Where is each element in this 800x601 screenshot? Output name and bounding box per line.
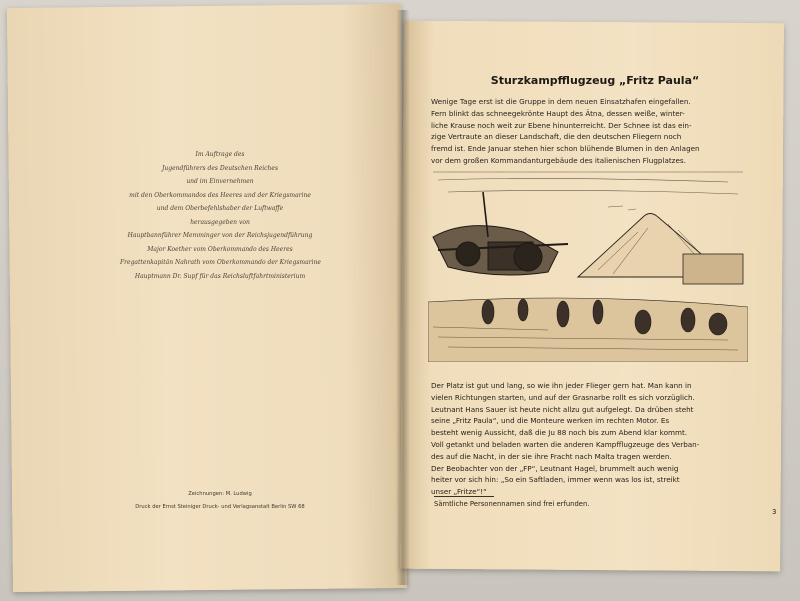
text-line: unser „Fritze“!“ bbox=[431, 487, 487, 497]
text-line: Der Beobachter von der „FP“, Leutnant Hagel, brummelt auch wenig bbox=[431, 463, 679, 473]
page-number: 3 bbox=[772, 508, 777, 516]
credit-line: Fregattenkapitän Nahrath vom Oberkommando der Kriegsmarine bbox=[120, 259, 321, 266]
text-line: seine „Fritz Paula“, und die Monteure werken im rechten Motor. Es bbox=[431, 416, 670, 426]
credit-line: herausgegeben von bbox=[190, 218, 250, 226]
text-line: vielen Richtungen starten, und auf der Grasnarbe rollt es sich vorzüglich. bbox=[431, 392, 695, 402]
text-line: vor dem großen Kommandanturgebäude des italienischen Flugplatzes. bbox=[431, 155, 686, 165]
paragraph-main bbox=[431, 380, 753, 498]
footnote: Sämtliche Personennamen sind frei erfunden. bbox=[434, 500, 590, 508]
text-line: Leutnant Hans Sauer ist heute nicht allzu gut aufgelegt. Da drüben steht bbox=[431, 404, 694, 414]
drawings-credit: Zeichnungen: M. Ludwig bbox=[188, 491, 252, 497]
imprint bbox=[60, 488, 380, 514]
text-line: Der Platz ist gut und lang, so wie ihn jeder Flieger gern hat. Man kann in bbox=[431, 381, 692, 390]
paragraph-intro bbox=[431, 96, 753, 167]
text-line: Wenige Tage erst ist die Gruppe in dem neuen Einsatzhafen eingefallen. bbox=[431, 97, 691, 106]
credit-line: Im Auftrage des bbox=[195, 151, 245, 158]
credit-line: Hauptbannführer Memminger von der Reichsjugendführung bbox=[127, 232, 313, 239]
text-line: fremd ist. Ende Januar stehen hier schon blühende Blumen in den Anlagen bbox=[431, 144, 700, 154]
credit-line: und dem Oberbefehlshaber der Luftwaffe bbox=[156, 205, 284, 212]
printer-line: Druck der Ernst Steiniger Druck- und Verlagsanstalt Berlin SW 68 bbox=[135, 504, 305, 510]
text-line: liche Krause noch weit zur Ebene hinunterreicht. Der Schnee ist das ein- bbox=[431, 120, 692, 130]
text-line: Fern blinkt das schneegekrönte Haupt des Ätna, dessen weiße, winter- bbox=[431, 108, 685, 118]
credit-line: Major Koether vom Oberkommando des Heeres bbox=[147, 245, 293, 253]
text-line: besteht wenig Aussicht, daß die Ju 88 noch bis zum Abend klar kommt. bbox=[431, 428, 688, 438]
book-gutter bbox=[396, 10, 410, 585]
chapter-title: Sturzkampfflugzeug „Fritz Paula“ bbox=[490, 74, 700, 87]
text-line: Voll getankt und beladen warten die anderen Kampfflugzeuge des Verban- bbox=[431, 439, 700, 449]
credit-line: Jugendführers des Deutschen Reiches bbox=[161, 164, 279, 172]
credit-line: mit den Oberkommandos des Heeres und der Kriegsmarine bbox=[129, 191, 311, 199]
footnote-divider bbox=[434, 496, 494, 497]
credit-line: und im Einvernehmen bbox=[186, 178, 254, 185]
text-line: des auf die Nacht, in der sie ihre Fracht nach Malta tragen werden. bbox=[431, 451, 672, 461]
credit-line: Hauptmann Dr. Supf für das Reichsluftfahrtministerium bbox=[134, 272, 306, 280]
airfield-illustration bbox=[428, 162, 748, 362]
publisher-credits bbox=[120, 148, 320, 283]
aircraft-sketch bbox=[433, 192, 568, 275]
text-line: zige Vertraute an dieser Landschaft, die den deutschen Fliegern noch bbox=[431, 132, 682, 142]
text-line: heiter vor sich hin: „So ein Saftladen, immer wenn was los ist, streikt bbox=[431, 475, 680, 485]
